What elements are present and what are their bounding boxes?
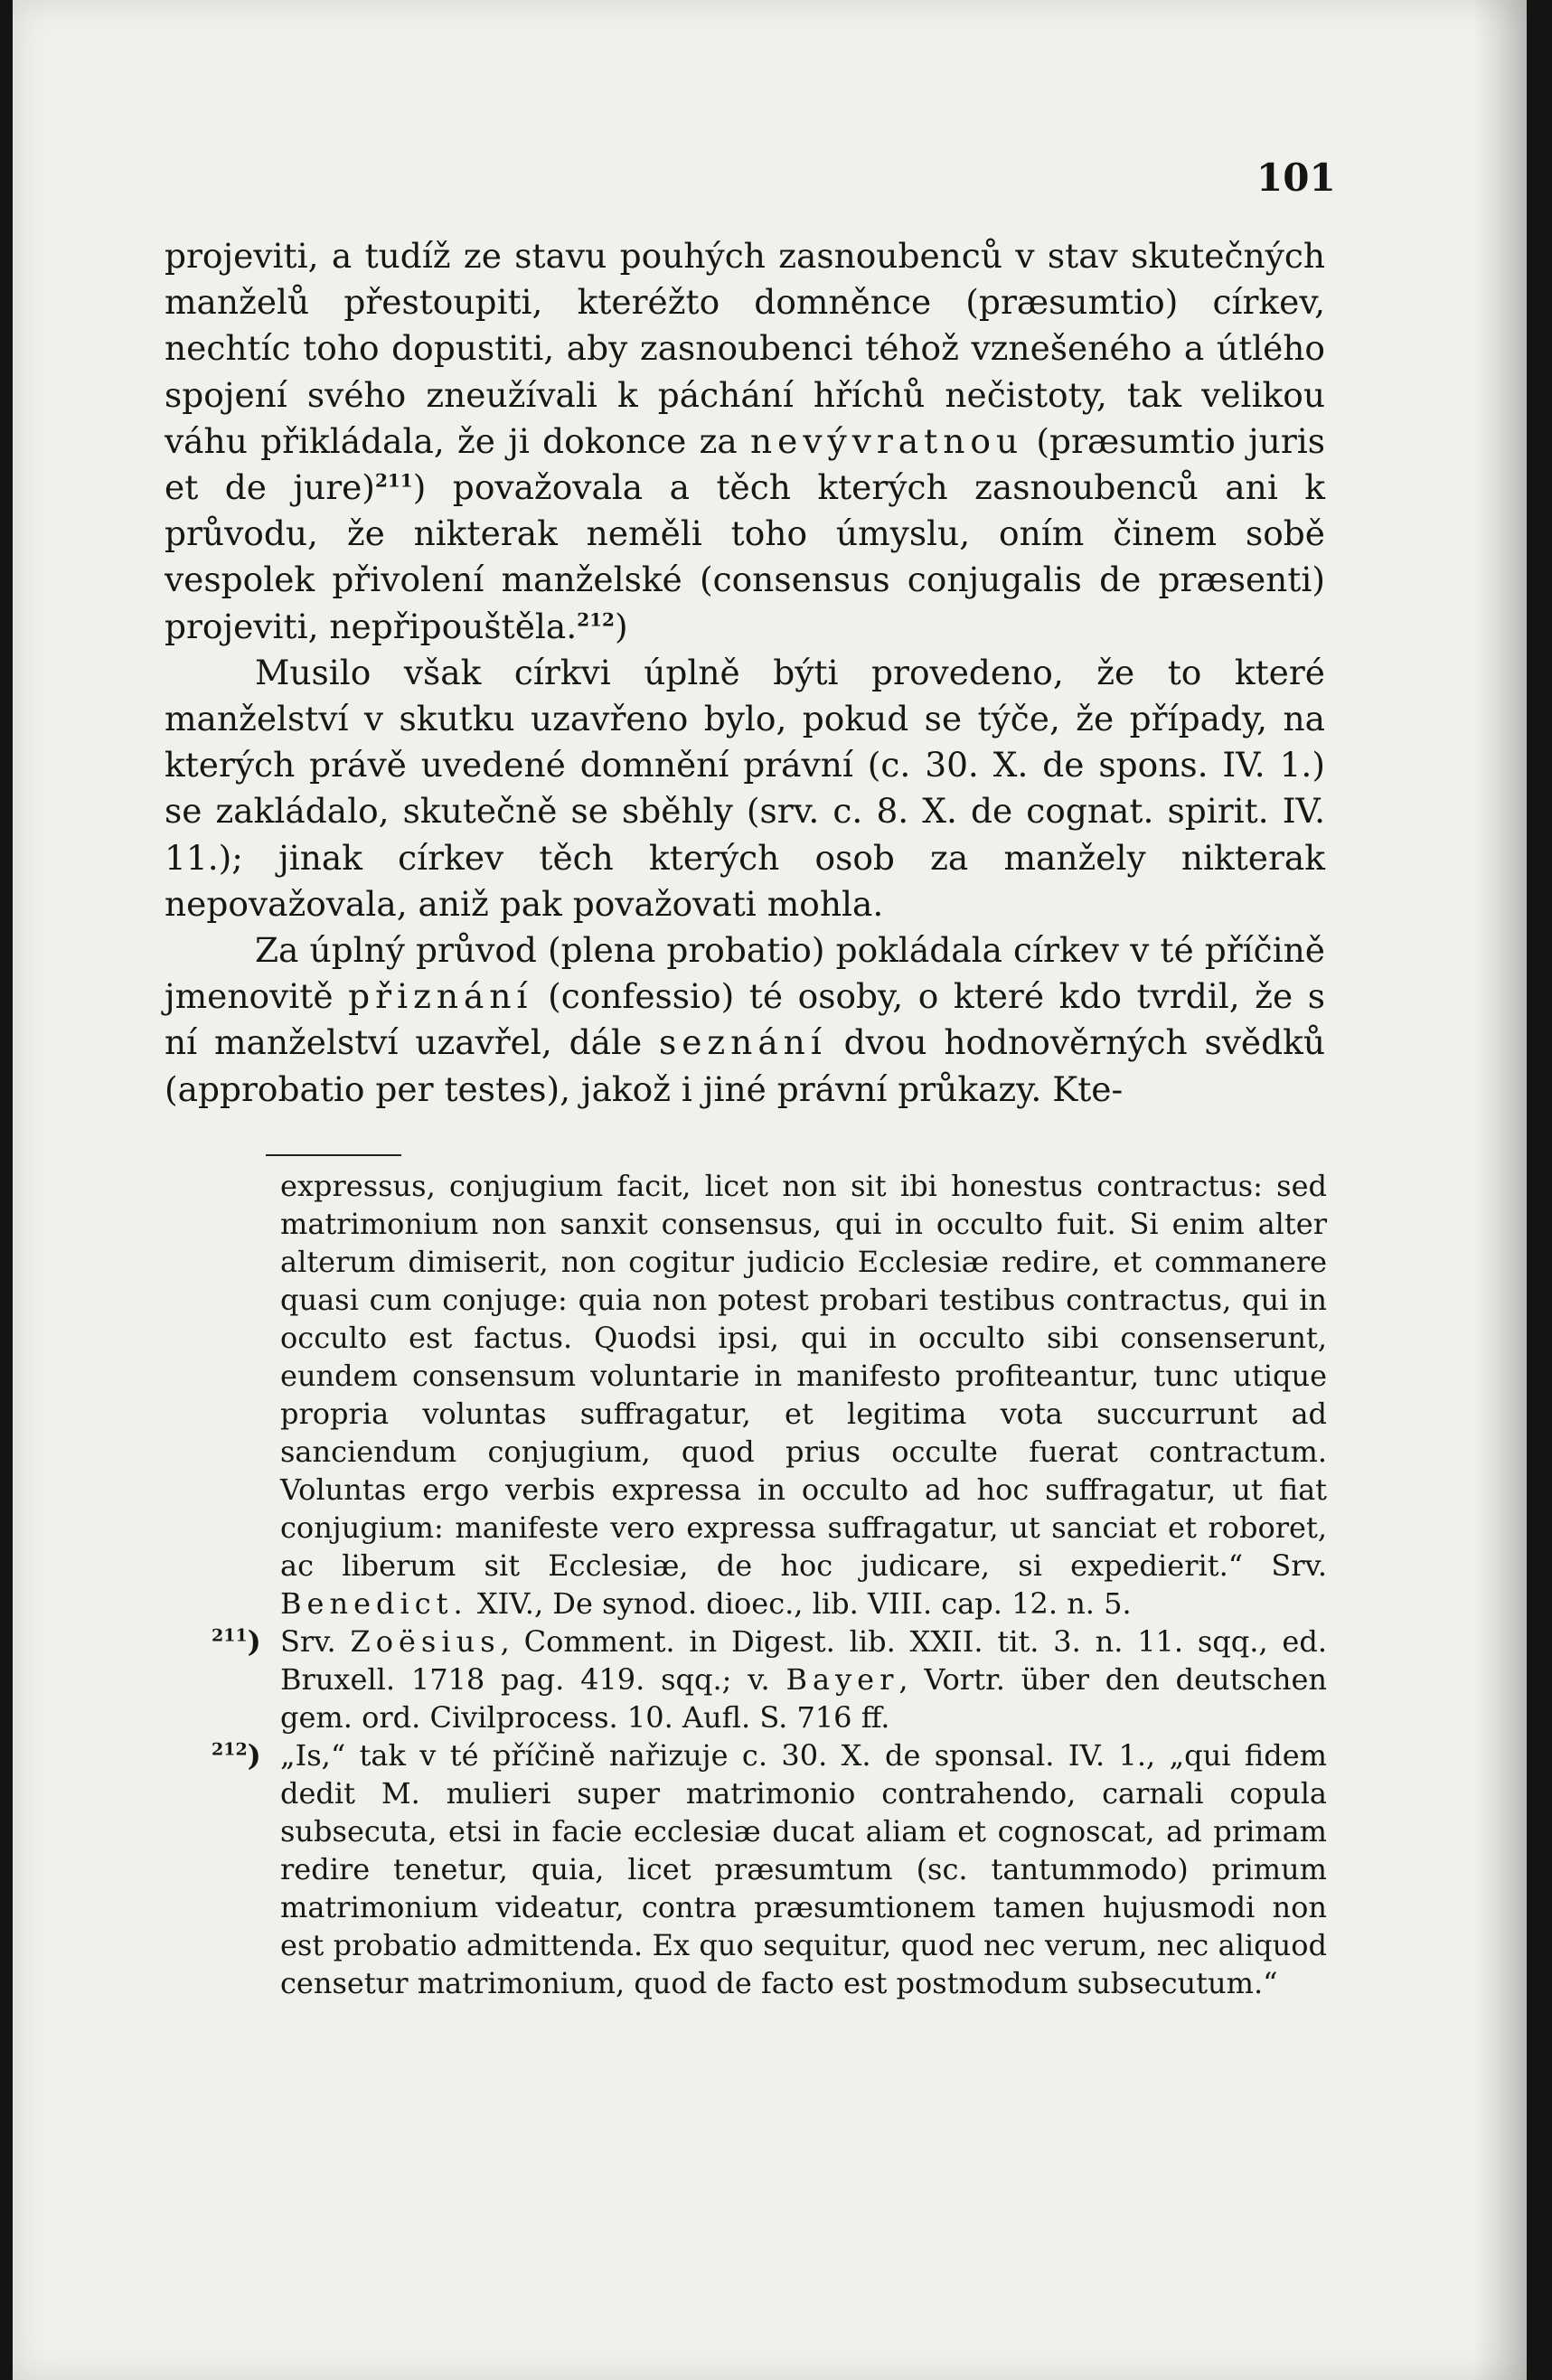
footnote-212-text: „Is,“ tak v té příčině nařizuje c. 30. X. de sponsal. IV. 1., „qui fidem dedit M. mulieri super matrimonio contrahendo, carnali copula subsecuta, etsi in facie ecclesiæ ducat aliam et cognoscat, ad primam redire tenetur, quia, licet præsumtum (sc. tantummodo) primum matrimonium videatur, contra præsumtionem tamen hujusmodi non est probatio admittenda. Ex quo sequitur, quod nec verum, nec aliquod censetur matrimonium, quod de facto est postmodum subsecutum.“: [280, 1738, 1327, 2000]
p1-text-a: projeviti, a tudíž ze stavu pouhých zasnoubenců v stav skutečných manželů přestoupiti, kteréžto domněnce (præsumtio) církev, nechtíc toho dopustiti, aby zasnoubenci téhož vznešeného a útlého spojení svého zneužívali k páchání hříchů nečistoty, tak velikou váhu přikládala, že ji dokonce za: [165, 236, 1325, 461]
fn211-emphasis-bayer: Bayer: [785, 1662, 899, 1697]
page-edge-shadow: [1472, 0, 1527, 2380]
p3-text-e: dvou hodnověrných svědků (approbatio per testes), jakož i jiné právní průkazy. Kte-: [165, 1022, 1325, 1109]
p1-emphasis-nevyvratnou: nevývratnou: [749, 420, 1024, 461]
paragraph-3: [165, 927, 1325, 1113]
fn-cont-emphasis-benedict: Benedict.: [280, 1586, 468, 1621]
footnote-separator-rule: [266, 1154, 401, 1156]
footnote-211-text: [280, 1623, 1327, 1736]
footnotes: [212, 1167, 1328, 2002]
page-number: 101: [1256, 155, 1336, 200]
footnote-211-number: 211: [212, 1625, 248, 1646]
p3-text-a: Za úplný průvod (plena probatio) pokládala církev v té příčině jmenovitě: [165, 930, 1325, 1017]
p1-text-g: ): [614, 606, 628, 646]
footnote-211: [212, 1623, 1328, 1736]
p3-emphasis-seznani: seznání: [658, 1022, 827, 1063]
footnote-212-marker: $^{212}$): [212, 1738, 261, 1773]
footnote-ref-211: 211: [374, 469, 413, 492]
fn211-text-a: Srv.: [280, 1624, 351, 1659]
fn211-emphasis-zoesius: Zoësius: [350, 1624, 501, 1659]
footnote-212: [212, 1736, 1327, 2002]
paragraph-2: Musilo však církvi úplně býti provedeno, že to které manželství v skutku uzavřeno bylo, pokud se týče, že případy, na kterých právě uvedené domnění právní (c. 30. X. de spons. IV. 1.) se zakládalo, skutečně se sběhly (srv. c. 8. X. de cognat. spirit. IV. 11.); jinak církev těch kterých osob za manžely nikterak nepovažovala, aniž pak považovati mohla.: [165, 652, 1325, 924]
paragraph-1: [165, 233, 1325, 650]
fn-cont-text-a: expressus, conjugium facit, licet non sit ibi honestus contractus: sed matrimonium non sanxit consensus, qui in occulto fuit. Si enim alter alterum dimiserit, non cogitur judicio Ecclesiæ redire, et commanere quasi cum conjuge: quia non potest probari testibus contractus, qui in occulto est factus. Quodsi ipsi, qui in occulto sibi consenserunt, eundem consensum voluntarie in manifesto profiteantur, tunc utique propria voluntas suffragatur, et legitima vota succurrunt ad sanciendum conjugium, quod prius occulte fuerat contractum. Voluntas ergo verbis expressa in occulto ad hoc suffragatur, ut fiat conjugium: manifeste vero expressa suffragatur, ut sanciat et roboret, ac liberum sit Ecclesiæ, de hoc judicare, si expedierit.“ Srv.: [280, 1169, 1327, 1583]
p3-text-c: (confessio) té osoby, o které kdo tvrdil, že s ní manželství uzavřel, dále: [165, 976, 1325, 1063]
p3-emphasis-priznani: přiznání: [348, 976, 533, 1017]
footnote-ref-212: 212: [577, 608, 615, 631]
p1-text-e: ) považovala a těch kterých zasnoubenců ani k průvodu, že nikterak neměli toho úmyslu, oním činem sobě vespolek přivolení manželské (consensus conjugalis de præsenti) projeviti, nepřipouštěla.: [165, 467, 1326, 646]
main-text: [165, 233, 1325, 1113]
fn211-text-c: , Comment. in Digest. lib. XXII. tit. 3. n. 11. sqq., ed. Bruxell. 1718 pag. 419. sqq.; v.: [280, 1624, 1328, 1697]
footnote-continuation: [280, 1167, 1327, 1623]
book-page: [13, 0, 1527, 2380]
fn211-text-e: , Vortr. über den deutschen gem. ord. Civilprocess. 10. Aufl. S. 716 ff.: [280, 1662, 1328, 1735]
footnote-211-marker: $^{211}$): [212, 1624, 261, 1659]
fn-cont-text-c: XIV., De synod. dioec., lib. VIII. cap. 12. n. 5.: [467, 1586, 1132, 1621]
footnote-212-number: 212: [212, 1739, 248, 1760]
p1-text-c: (præsumtio juris et de jure): [165, 420, 1325, 508]
